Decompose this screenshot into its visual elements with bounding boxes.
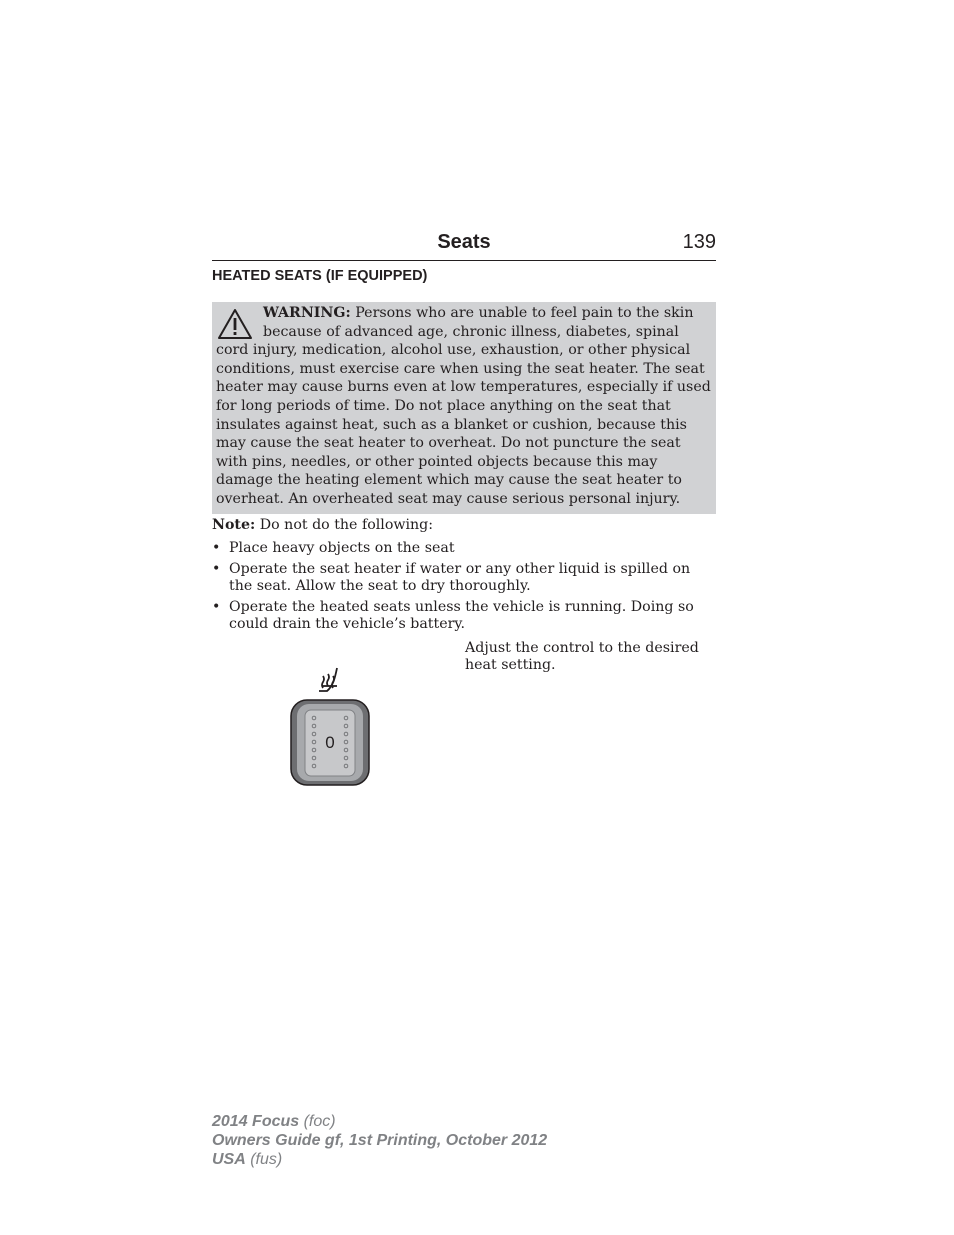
heat-control-dial bbox=[291, 700, 369, 785]
seat-heater-control-illustration bbox=[285, 664, 377, 789]
warning-label: WARNING: bbox=[263, 305, 351, 321]
warning-box bbox=[212, 302, 716, 514]
warning-triangle-icon bbox=[217, 308, 253, 340]
adjust-instruction: Adjust the control to the desired heat setting. bbox=[465, 640, 699, 673]
page-header bbox=[212, 230, 716, 261]
page-footer bbox=[212, 1112, 547, 1169]
bullet-list bbox=[212, 540, 716, 637]
page-title: Seats bbox=[437, 231, 491, 253]
note-label: Note: bbox=[212, 517, 256, 533]
list-item: • Operate the seat heater if water or any other liquid is spilled on the seat. Allow the seat to dry thoroughly. bbox=[212, 561, 716, 595]
footer-model: 2014 Focus bbox=[212, 1113, 300, 1130]
page-number: 139 bbox=[682, 231, 716, 253]
dial-value: 0 bbox=[325, 733, 335, 752]
footer-guide: Owners Guide gf, 1st Printing, October 2012 bbox=[212, 1132, 548, 1149]
list-item: • Operate the heated seats unless the vehicle is running. Doing so could drain the vehicle’s battery. bbox=[212, 599, 716, 633]
note bbox=[212, 517, 433, 533]
heated-seat-icon bbox=[319, 668, 337, 691]
footer-region-code: (fus) bbox=[245, 1151, 283, 1168]
section-heading: HEATED SEATS (IF EQUIPPED) bbox=[212, 268, 428, 284]
footer-model-code: (foc) bbox=[299, 1113, 336, 1130]
warning-text: Persons who are unable to feel pain to the skin because of advanced age, chronic illness, diabetes, spinal cord injury, medication, alcohol use, exhaustion, or other physical conditions, must exercise care when using the seat heater. The seat heater may cause burns even at low temperatures, especially if used for long periods of time. Do not place anything on the seat that insulates against heat, such as a blanket or cushion, because this may cause the seat heater to overheat. Do not puncture the seat with pins, needles, or other pointed objects because this may damage the heating element which may cause the seat heater to overheat. An overheated seat may cause serious personal injury. bbox=[216, 305, 711, 507]
list-item: • Place heavy objects on the seat bbox=[212, 540, 716, 557]
footer-region: USA bbox=[212, 1151, 246, 1168]
note-text: Do not do the following: bbox=[255, 517, 434, 533]
